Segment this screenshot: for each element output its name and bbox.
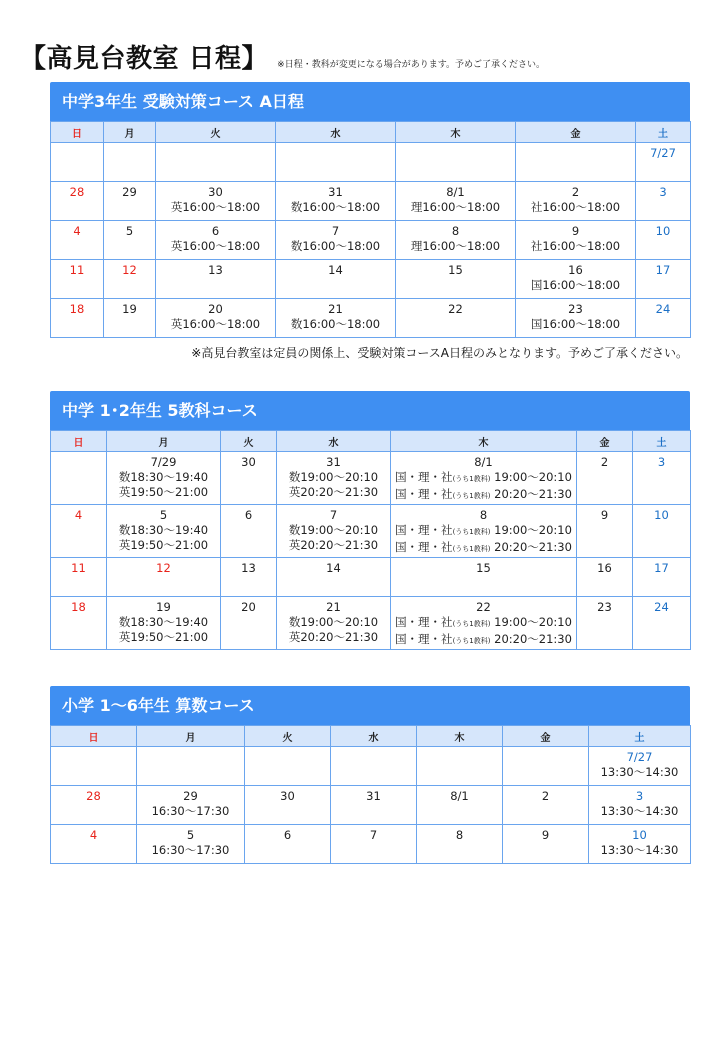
day-cell bbox=[391, 558, 577, 597]
day-number: 16 bbox=[597, 561, 612, 575]
weekday-wed: 水 bbox=[331, 726, 417, 747]
day-cell bbox=[51, 597, 107, 650]
day-cell bbox=[396, 143, 516, 182]
day-cell bbox=[391, 505, 577, 558]
class-time: 数18:30～19:40 bbox=[118, 470, 209, 484]
day-cell bbox=[156, 299, 276, 338]
section-note: ※高見台教室は定員の関係上、受験対策コースA日程のみとなります。予めご了承ください。 bbox=[191, 346, 688, 360]
day-number: 3 bbox=[657, 455, 666, 469]
day-number: 30 bbox=[241, 455, 256, 469]
day-number: 30 bbox=[280, 789, 295, 803]
day-number: 13 bbox=[241, 561, 256, 575]
day-cell bbox=[589, 825, 691, 864]
day-number: 5 bbox=[125, 224, 134, 238]
time-range: 20:20～21:30 bbox=[490, 632, 572, 646]
day-cell bbox=[156, 182, 276, 221]
day-number: 9 bbox=[600, 508, 609, 522]
day-cell bbox=[516, 182, 636, 221]
day-cell bbox=[636, 221, 691, 260]
day-cell bbox=[104, 299, 156, 338]
day-number: 16 bbox=[568, 263, 583, 277]
class-time: 13:30～14:30 bbox=[600, 765, 679, 779]
subject-note: (うち1教科) bbox=[452, 637, 491, 645]
day-number: 18 bbox=[71, 600, 86, 614]
class-time bbox=[393, 487, 574, 504]
day-cell bbox=[51, 299, 104, 338]
day-cell bbox=[589, 786, 691, 825]
week-row bbox=[51, 505, 691, 558]
class-time: 英20:20～21:30 bbox=[288, 538, 379, 552]
week-row bbox=[51, 786, 691, 825]
week-row bbox=[51, 260, 691, 299]
day-number: 23 bbox=[568, 302, 583, 316]
weekday-mon: 月 bbox=[107, 431, 221, 452]
weekday-sun: 日 bbox=[51, 726, 137, 747]
day-cell bbox=[51, 260, 104, 299]
week-row bbox=[51, 299, 691, 338]
day-number: 7 bbox=[369, 828, 378, 842]
day-number: 21 bbox=[326, 600, 341, 614]
day-number: 24 bbox=[655, 302, 671, 316]
subject-note: (うち1教科) bbox=[452, 475, 491, 483]
day-cell bbox=[417, 747, 503, 786]
class-time bbox=[393, 523, 574, 540]
class-time: 英19:50～21:00 bbox=[118, 538, 209, 552]
subject-label: 国・理・社 bbox=[395, 615, 453, 629]
day-cell bbox=[137, 825, 245, 864]
day-cell bbox=[391, 597, 577, 650]
day-number: 8 bbox=[451, 224, 460, 238]
class-time bbox=[393, 632, 574, 649]
class-time: 数18:30～19:40 bbox=[118, 615, 209, 629]
day-number: 22 bbox=[476, 600, 491, 614]
class-time: 16:30～17:30 bbox=[151, 804, 230, 818]
week-row bbox=[51, 221, 691, 260]
weekday-fri: 金 bbox=[503, 726, 589, 747]
day-cell bbox=[516, 143, 636, 182]
weekday-tue: 火 bbox=[221, 431, 277, 452]
day-number: 28 bbox=[69, 185, 85, 199]
time-range: 19:00～20:10 bbox=[490, 470, 572, 484]
day-cell bbox=[589, 747, 691, 786]
day-number: 24 bbox=[654, 600, 669, 614]
section-header: 小学 1～6年生 算数コース bbox=[50, 686, 690, 725]
subject-label: 国・理・社 bbox=[395, 487, 453, 501]
class-time: 英19:50～21:00 bbox=[118, 630, 209, 644]
day-cell bbox=[107, 505, 221, 558]
day-cell bbox=[417, 825, 503, 864]
day-number: 19 bbox=[122, 302, 137, 316]
weekday-row bbox=[51, 726, 691, 747]
day-cell bbox=[391, 452, 577, 505]
class-time: 16:30～17:30 bbox=[151, 843, 230, 857]
day-number: 7 bbox=[331, 224, 340, 238]
day-cell bbox=[331, 825, 417, 864]
day-cell bbox=[503, 786, 589, 825]
day-cell bbox=[51, 182, 104, 221]
class-time: 数19:00～20:10 bbox=[288, 470, 379, 484]
class-time: 数16:00～18:00 bbox=[290, 317, 381, 331]
day-cell bbox=[577, 505, 633, 558]
day-cell bbox=[277, 558, 391, 597]
day-number: 4 bbox=[73, 224, 81, 238]
day-cell bbox=[503, 825, 589, 864]
weekday-row bbox=[51, 431, 691, 452]
class-time: 英20:20～21:30 bbox=[288, 485, 379, 499]
day-cell bbox=[221, 597, 277, 650]
weekday-sun: 日 bbox=[51, 431, 107, 452]
day-number: 20 bbox=[241, 600, 256, 614]
day-number: 3 bbox=[635, 789, 644, 803]
class-time bbox=[393, 615, 574, 632]
day-number: 2 bbox=[571, 185, 580, 199]
day-number: 10 bbox=[655, 224, 671, 238]
day-number: 11 bbox=[71, 561, 86, 575]
day-cell bbox=[51, 143, 104, 182]
weekday-fri: 金 bbox=[577, 431, 633, 452]
day-number: 19 bbox=[156, 600, 171, 614]
class-time: 数16:00～18:00 bbox=[290, 239, 381, 253]
subject-note: (うち1教科) bbox=[452, 492, 491, 500]
day-cell bbox=[156, 143, 276, 182]
time-range: 20:20～21:30 bbox=[490, 540, 572, 554]
section-header: 中学3年生 受験対策コース A日程 bbox=[50, 82, 690, 121]
schedule-table bbox=[50, 725, 691, 864]
class-time: 数19:00～20:10 bbox=[288, 523, 379, 537]
day-number: 7/29 bbox=[150, 455, 177, 469]
day-number: 12 bbox=[156, 561, 171, 575]
class-time: 数16:00～18:00 bbox=[290, 200, 381, 214]
title-note: ※日程・教科が変更になる場合があります。予めご了承ください。 bbox=[277, 60, 545, 70]
day-cell bbox=[104, 143, 156, 182]
day-cell bbox=[396, 182, 516, 221]
day-cell bbox=[104, 182, 156, 221]
class-time bbox=[393, 470, 574, 487]
day-number: 18 bbox=[69, 302, 85, 316]
day-number: 9 bbox=[571, 224, 580, 238]
day-cell bbox=[636, 143, 691, 182]
day-cell bbox=[156, 221, 276, 260]
class-time: 13:30～14:30 bbox=[600, 843, 679, 857]
weekday-sat: 土 bbox=[633, 431, 691, 452]
page-header bbox=[20, 38, 545, 75]
day-number: 31 bbox=[326, 455, 341, 469]
day-cell bbox=[331, 747, 417, 786]
day-cell bbox=[221, 505, 277, 558]
day-number: 4 bbox=[89, 828, 98, 842]
schedule-table bbox=[50, 121, 691, 338]
day-number: 8/1 bbox=[474, 455, 493, 469]
day-cell bbox=[51, 452, 107, 505]
day-number: 21 bbox=[328, 302, 343, 316]
weekday-fri: 金 bbox=[516, 122, 636, 143]
day-cell bbox=[245, 786, 331, 825]
section-elementary bbox=[50, 686, 690, 864]
day-cell bbox=[516, 221, 636, 260]
day-cell bbox=[577, 452, 633, 505]
day-number: 10 bbox=[654, 508, 669, 522]
day-number: 7 bbox=[329, 508, 338, 522]
day-cell bbox=[245, 747, 331, 786]
subject-note: (うち1教科) bbox=[452, 620, 491, 628]
day-cell bbox=[396, 221, 516, 260]
class-time: 英19:50～21:00 bbox=[118, 485, 209, 499]
day-cell bbox=[51, 221, 104, 260]
day-number: 5 bbox=[186, 828, 195, 842]
day-number: 4 bbox=[74, 508, 83, 522]
time-range: 20:20～21:30 bbox=[490, 487, 572, 501]
day-cell bbox=[633, 597, 691, 650]
week-row bbox=[51, 452, 691, 505]
day-cell bbox=[51, 747, 137, 786]
day-cell bbox=[277, 597, 391, 650]
weekday-tue: 火 bbox=[245, 726, 331, 747]
day-number: 5 bbox=[159, 508, 168, 522]
class-time: 理16:00～18:00 bbox=[410, 239, 501, 253]
day-number: 8/1 bbox=[450, 789, 469, 803]
section-grade1-2 bbox=[50, 391, 690, 650]
day-cell bbox=[276, 299, 396, 338]
weekday-mon: 月 bbox=[104, 122, 156, 143]
weekday-sun: 日 bbox=[51, 122, 104, 143]
subject-label: 国・理・社 bbox=[395, 523, 453, 537]
day-number: 12 bbox=[122, 263, 137, 277]
class-time: 英16:00～18:00 bbox=[170, 200, 261, 214]
day-cell bbox=[577, 597, 633, 650]
day-cell bbox=[503, 747, 589, 786]
class-time: 理16:00～18:00 bbox=[410, 200, 501, 214]
day-number: 2 bbox=[541, 789, 550, 803]
day-number: 8/1 bbox=[446, 185, 465, 199]
day-number: 6 bbox=[211, 224, 220, 238]
day-number: 15 bbox=[448, 263, 463, 277]
day-cell bbox=[331, 786, 417, 825]
class-time: 英16:00～18:00 bbox=[170, 317, 261, 331]
day-cell bbox=[277, 505, 391, 558]
day-cell bbox=[104, 221, 156, 260]
time-range: 19:00～20:10 bbox=[490, 523, 572, 537]
week-row bbox=[51, 558, 691, 597]
day-number: 14 bbox=[326, 561, 341, 575]
day-number: 31 bbox=[328, 185, 343, 199]
day-number: 9 bbox=[541, 828, 550, 842]
day-cell bbox=[245, 825, 331, 864]
day-cell bbox=[156, 260, 276, 299]
weekday-wed: 水 bbox=[277, 431, 391, 452]
day-number: 31 bbox=[366, 789, 381, 803]
day-number: 28 bbox=[86, 789, 101, 803]
weekday-thu: 木 bbox=[391, 431, 577, 452]
day-cell bbox=[516, 260, 636, 299]
day-number: 7/27 bbox=[626, 750, 653, 764]
day-cell bbox=[636, 299, 691, 338]
day-cell bbox=[221, 558, 277, 597]
day-cell bbox=[276, 260, 396, 299]
day-number: 14 bbox=[328, 263, 343, 277]
week-row bbox=[51, 182, 691, 221]
class-time: 数19:00～20:10 bbox=[288, 615, 379, 629]
day-cell bbox=[633, 452, 691, 505]
weekday-thu: 木 bbox=[417, 726, 503, 747]
day-number: 29 bbox=[122, 185, 137, 199]
day-cell bbox=[276, 182, 396, 221]
schedule-table bbox=[50, 430, 691, 650]
day-cell bbox=[104, 260, 156, 299]
day-number: 10 bbox=[632, 828, 647, 842]
day-cell bbox=[633, 505, 691, 558]
day-cell bbox=[396, 299, 516, 338]
section-header: 中学 1･2年生 5教科コース bbox=[50, 391, 690, 430]
day-cell bbox=[137, 747, 245, 786]
day-number: 7/27 bbox=[650, 146, 676, 160]
weekday-tue: 火 bbox=[156, 122, 276, 143]
day-cell bbox=[276, 221, 396, 260]
day-cell bbox=[107, 558, 221, 597]
day-cell bbox=[51, 825, 137, 864]
time-range: 19:00～20:10 bbox=[490, 615, 572, 629]
day-number: 23 bbox=[597, 600, 612, 614]
day-cell bbox=[137, 786, 245, 825]
day-number: 29 bbox=[183, 789, 198, 803]
day-cell bbox=[636, 260, 691, 299]
day-number: 22 bbox=[448, 302, 463, 316]
section-grade3 bbox=[50, 82, 690, 338]
class-time: 英16:00～18:00 bbox=[170, 239, 261, 253]
day-cell bbox=[417, 786, 503, 825]
day-cell bbox=[633, 558, 691, 597]
day-cell bbox=[51, 786, 137, 825]
day-number: 20 bbox=[208, 302, 223, 316]
week-row bbox=[51, 597, 691, 650]
day-number: 3 bbox=[659, 185, 667, 199]
class-time: 13:30～14:30 bbox=[600, 804, 679, 818]
day-cell bbox=[577, 558, 633, 597]
class-time: 社16:00～18:00 bbox=[530, 200, 621, 214]
weekday-sat: 土 bbox=[636, 122, 691, 143]
day-number: 13 bbox=[208, 263, 223, 277]
day-cell bbox=[51, 505, 107, 558]
day-number: 6 bbox=[244, 508, 253, 522]
weekday-sat: 土 bbox=[589, 726, 691, 747]
class-time: 英20:20～21:30 bbox=[288, 630, 379, 644]
subject-label: 国・理・社 bbox=[395, 470, 453, 484]
class-time: 社16:00～18:00 bbox=[530, 239, 621, 253]
class-time: 国16:00～18:00 bbox=[530, 278, 621, 292]
week-row bbox=[51, 825, 691, 864]
day-cell bbox=[516, 299, 636, 338]
day-cell bbox=[277, 452, 391, 505]
day-number: 30 bbox=[208, 185, 223, 199]
day-cell bbox=[396, 260, 516, 299]
day-number: 17 bbox=[654, 561, 669, 575]
weekday-row bbox=[51, 122, 691, 143]
subject-label: 国・理・社 bbox=[395, 632, 453, 646]
day-number: 8 bbox=[455, 828, 464, 842]
day-number: 6 bbox=[283, 828, 292, 842]
subject-note: (うち1教科) bbox=[452, 545, 491, 553]
day-number: 8 bbox=[479, 508, 488, 522]
day-cell bbox=[276, 143, 396, 182]
day-cell bbox=[51, 558, 107, 597]
day-cell bbox=[221, 452, 277, 505]
day-cell bbox=[107, 597, 221, 650]
day-cell bbox=[107, 452, 221, 505]
day-number: 17 bbox=[655, 263, 671, 277]
day-number: 11 bbox=[69, 263, 85, 277]
subject-note: (うち1教科) bbox=[452, 528, 491, 536]
day-number: 2 bbox=[600, 455, 609, 469]
week-row bbox=[51, 747, 691, 786]
week-row bbox=[51, 143, 691, 182]
weekday-thu: 木 bbox=[396, 122, 516, 143]
day-cell bbox=[636, 182, 691, 221]
weekday-wed: 水 bbox=[276, 122, 396, 143]
day-number: 15 bbox=[476, 561, 491, 575]
weekday-mon: 月 bbox=[137, 726, 245, 747]
page-title: 【高見台教室 日程】 bbox=[20, 44, 269, 74]
class-time: 国16:00～18:00 bbox=[530, 317, 621, 331]
class-time: 数18:30～19:40 bbox=[118, 523, 209, 537]
subject-label: 国・理・社 bbox=[395, 540, 453, 554]
class-time bbox=[393, 540, 574, 557]
